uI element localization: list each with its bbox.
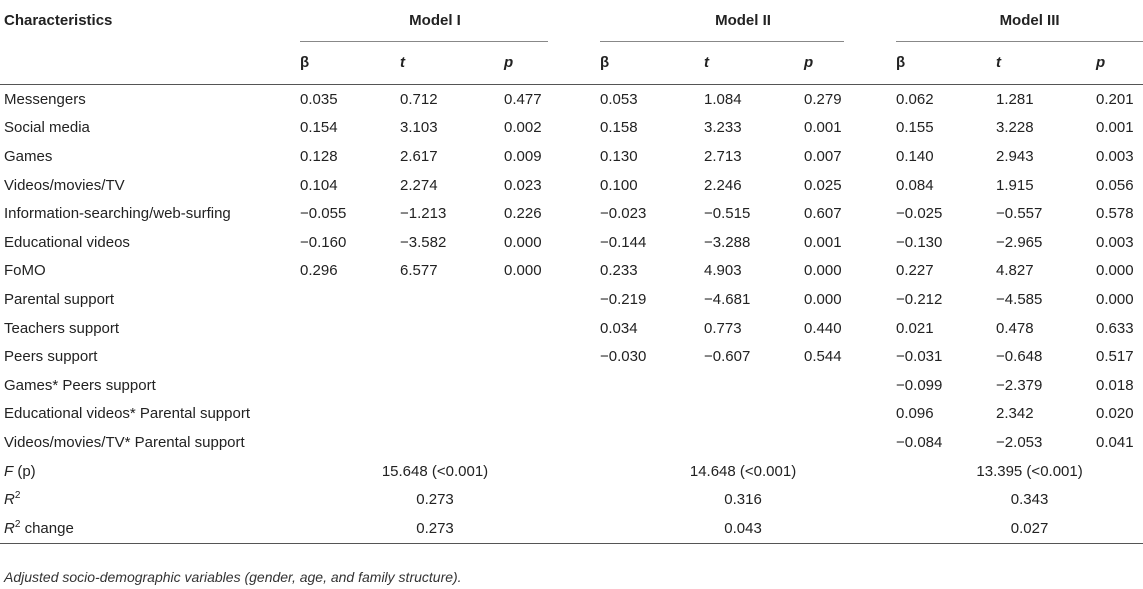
cell-value: 0.000: [804, 290, 842, 308]
row-label: Peers support: [4, 348, 98, 366]
p-header: p: [804, 53, 814, 71]
cell-value: 0.158: [600, 119, 638, 137]
cell-value: [600, 371, 704, 400]
cell-value: 0.226: [504, 205, 542, 223]
cell-value: −0.648: [996, 348, 1043, 366]
cell-value: 0.001: [1096, 119, 1134, 137]
cell-value: 0.478: [996, 319, 1034, 337]
model-2-divider: [600, 41, 844, 42]
table-row: [0, 85, 1143, 114]
row-label: Games: [4, 147, 53, 165]
model-1-divider: [300, 41, 548, 42]
r2-label: $R^2$: [4, 490, 21, 509]
row-label: Teachers support: [4, 319, 120, 337]
cell-value: [300, 342, 400, 371]
f-value: 13.395 (<0.001): [976, 462, 1083, 480]
subheader-row: [0, 40, 1143, 85]
f-value: 15.648 (<0.001): [381, 462, 489, 480]
table-row: [0, 114, 1143, 143]
cell-value: 0.018: [1096, 376, 1134, 394]
cell-value: −0.023: [600, 205, 647, 223]
f-value: 14.648 (<0.001): [689, 462, 797, 480]
cell-value: [400, 314, 504, 343]
cell-value: 0.100: [600, 176, 638, 194]
cell-value: [300, 400, 400, 429]
row-label: Information-searching/web-surfing: [4, 205, 231, 223]
cell-value: 0.296: [300, 262, 338, 280]
cell-value: 0.712: [400, 90, 438, 108]
cell-value: −2.053: [996, 433, 1043, 451]
table-row: [0, 314, 1143, 343]
cell-value: 4.903: [704, 262, 742, 280]
cell-value: 0.001: [804, 233, 842, 251]
cell-value: [804, 428, 896, 457]
cell-value: 0.233: [600, 262, 638, 280]
table-body: [0, 85, 1143, 457]
model-2-header: Model II: [715, 11, 771, 29]
characteristics-header: Characteristics: [4, 11, 113, 29]
cell-value: 2.342: [996, 405, 1034, 423]
cell-value: −0.144: [600, 233, 647, 251]
row-label: Educational videos: [4, 233, 130, 251]
cell-value: 0.130: [600, 147, 638, 165]
row-label: Games* Peers support: [4, 376, 156, 394]
cell-value: [504, 400, 600, 429]
cell-value: 0.001: [804, 119, 842, 137]
cell-value: 0.607: [804, 205, 842, 223]
cell-value: 0.096: [896, 405, 934, 423]
cell-value: 0.440: [804, 319, 842, 337]
cell-value: −0.084: [896, 433, 943, 451]
row-label: Videos/movies/TV* Parental support: [4, 433, 245, 451]
row-label: Videos/movies/TV: [4, 176, 125, 194]
cell-value: 0.633: [1096, 319, 1134, 337]
cell-value: −3.582: [400, 233, 447, 251]
r2-value: 0.273: [416, 491, 454, 509]
r2-change-value: 0.027: [1010, 519, 1049, 537]
cell-value: 3.103: [400, 119, 438, 137]
cell-value: −2.379: [996, 376, 1043, 394]
table-row: [0, 171, 1143, 200]
table-row: [0, 428, 1143, 457]
cell-value: 0.053: [600, 90, 638, 108]
beta-header: β: [896, 53, 906, 71]
cell-value: 0.003: [1096, 147, 1134, 165]
cell-value: 0.155: [896, 119, 934, 137]
cell-value: 0.023: [504, 176, 542, 194]
row-label: Messengers: [4, 90, 86, 108]
r2-change-label: $R^2$ change: [4, 518, 74, 537]
cell-value: 2.274: [400, 176, 438, 194]
r2-change-row: [0, 514, 1143, 543]
cell-value: 3.233: [704, 119, 742, 137]
cell-value: 0.517: [1096, 348, 1134, 366]
table-row: [0, 342, 1143, 371]
cell-value: −0.130: [896, 233, 943, 251]
cell-value: 0.544: [804, 348, 842, 366]
cell-value: 0.000: [504, 262, 542, 280]
cell-value: −0.212: [896, 290, 943, 308]
cell-value: −0.219: [600, 290, 647, 308]
table-row: [0, 228, 1143, 257]
cell-value: 0.025: [804, 176, 842, 194]
cell-value: [600, 400, 704, 429]
cell-value: [300, 428, 400, 457]
cell-value: −0.025: [896, 205, 943, 223]
cell-value: −4.681: [704, 290, 751, 308]
cell-value: 0.000: [804, 262, 842, 280]
cell-value: [504, 285, 600, 314]
cell-value: 0.009: [504, 147, 542, 165]
cell-value: 0.035: [300, 90, 338, 108]
table-row: [0, 257, 1143, 286]
cell-value: [504, 314, 600, 343]
cell-value: [400, 428, 504, 457]
cell-value: 0.000: [1096, 290, 1134, 308]
cell-value: 3.228: [996, 119, 1034, 137]
cell-value: −3.288: [704, 233, 751, 251]
cell-value: [504, 342, 600, 371]
cell-value: [400, 285, 504, 314]
cell-value: 0.034: [600, 319, 638, 337]
cell-value: 1.281: [996, 90, 1034, 108]
r2-row: [0, 485, 1143, 514]
cell-value: 0.578: [1096, 205, 1134, 223]
cell-value: 0.062: [896, 90, 934, 108]
r2-change-value: 0.043: [724, 519, 762, 537]
cell-value: 0.477: [504, 90, 542, 108]
cell-value: 0.000: [504, 233, 542, 251]
cell-value: 0.140: [896, 147, 934, 165]
cell-value: [504, 371, 600, 400]
t-header: t: [400, 53, 405, 71]
cell-value: 0.021: [896, 319, 934, 337]
cell-value: −0.557: [996, 205, 1043, 223]
cell-value: −0.030: [600, 348, 647, 366]
cell-value: 0.007: [804, 147, 842, 165]
table-row: [0, 142, 1143, 171]
cell-value: 2.943: [996, 147, 1034, 165]
cell-value: [400, 371, 504, 400]
cell-value: 0.084: [896, 176, 934, 194]
cell-value: 2.713: [704, 147, 742, 165]
cell-value: [300, 371, 400, 400]
cell-value: 0.773: [704, 319, 742, 337]
cell-value: [804, 371, 896, 400]
f-row: [0, 457, 1143, 486]
f-label: F (p): [4, 462, 36, 480]
cell-value: −0.160: [300, 233, 347, 251]
cell-value: 0.154: [300, 119, 338, 137]
row-label: Social media: [4, 119, 90, 137]
cell-value: [400, 342, 504, 371]
cell-value: [704, 428, 804, 457]
cell-value: 0.041: [1096, 433, 1134, 451]
t-header: t: [996, 53, 1002, 71]
cell-value: [300, 285, 400, 314]
model-3-header: Model III: [999, 11, 1060, 29]
cell-value: −4.585: [996, 290, 1043, 308]
cell-value: [300, 314, 400, 343]
cell-value: −0.031: [896, 348, 943, 366]
cell-value: −0.607: [704, 348, 751, 366]
cell-value: −1.213: [400, 205, 447, 223]
p-header: p: [504, 53, 514, 71]
cell-value: 0.002: [504, 119, 542, 137]
cell-value: −2.965: [996, 233, 1043, 251]
t-header: t: [704, 53, 710, 71]
cell-value: [704, 400, 804, 429]
cell-value: 0.003: [1096, 233, 1134, 251]
beta-header: β: [600, 53, 610, 71]
row-label: FoMO: [4, 262, 46, 280]
cell-value: [400, 400, 504, 429]
table-row: [0, 371, 1143, 400]
cell-value: 0.227: [896, 262, 934, 280]
cell-value: 4.827: [996, 262, 1034, 280]
r2-value: 0.343: [1010, 491, 1049, 509]
cell-value: 1.915: [996, 176, 1034, 194]
r2-change-value: 0.273: [416, 519, 454, 537]
cell-value: 2.246: [704, 176, 742, 194]
row-label: Parental support: [4, 290, 115, 308]
row-label: Educational videos* Parental support: [4, 405, 250, 423]
cell-value: 0.201: [1096, 90, 1134, 108]
cell-value: 0.128: [300, 147, 338, 165]
cell-value: [804, 400, 896, 429]
model-3-divider: [896, 41, 1143, 42]
cell-value: −0.515: [704, 205, 751, 223]
r2-value: 0.316: [724, 491, 762, 509]
cell-value: 2.617: [400, 147, 438, 165]
beta-header: β: [300, 53, 310, 71]
cell-value: 1.084: [704, 90, 742, 108]
cell-value: 0.056: [1096, 176, 1134, 194]
table-row: [0, 199, 1143, 228]
cell-value: −0.099: [896, 376, 943, 394]
cell-value: 0.279: [804, 90, 842, 108]
cell-value: −0.055: [300, 205, 347, 223]
cell-value: [704, 371, 804, 400]
header-row: [0, 0, 1143, 40]
table-row: [0, 400, 1143, 429]
model-1-header: Model I: [409, 11, 461, 29]
table-row: [0, 285, 1143, 314]
p-header: p: [1096, 53, 1106, 71]
cell-value: 0.000: [1096, 262, 1134, 280]
cell-value: 6.577: [400, 262, 438, 280]
cell-value: 0.104: [300, 176, 338, 194]
cell-value: 0.020: [1096, 405, 1134, 423]
cell-value: [504, 428, 600, 457]
table-footnote: Adjusted socio-demographic variables (gender, age, and family structure).: [4, 569, 462, 585]
cell-value: [600, 428, 704, 457]
